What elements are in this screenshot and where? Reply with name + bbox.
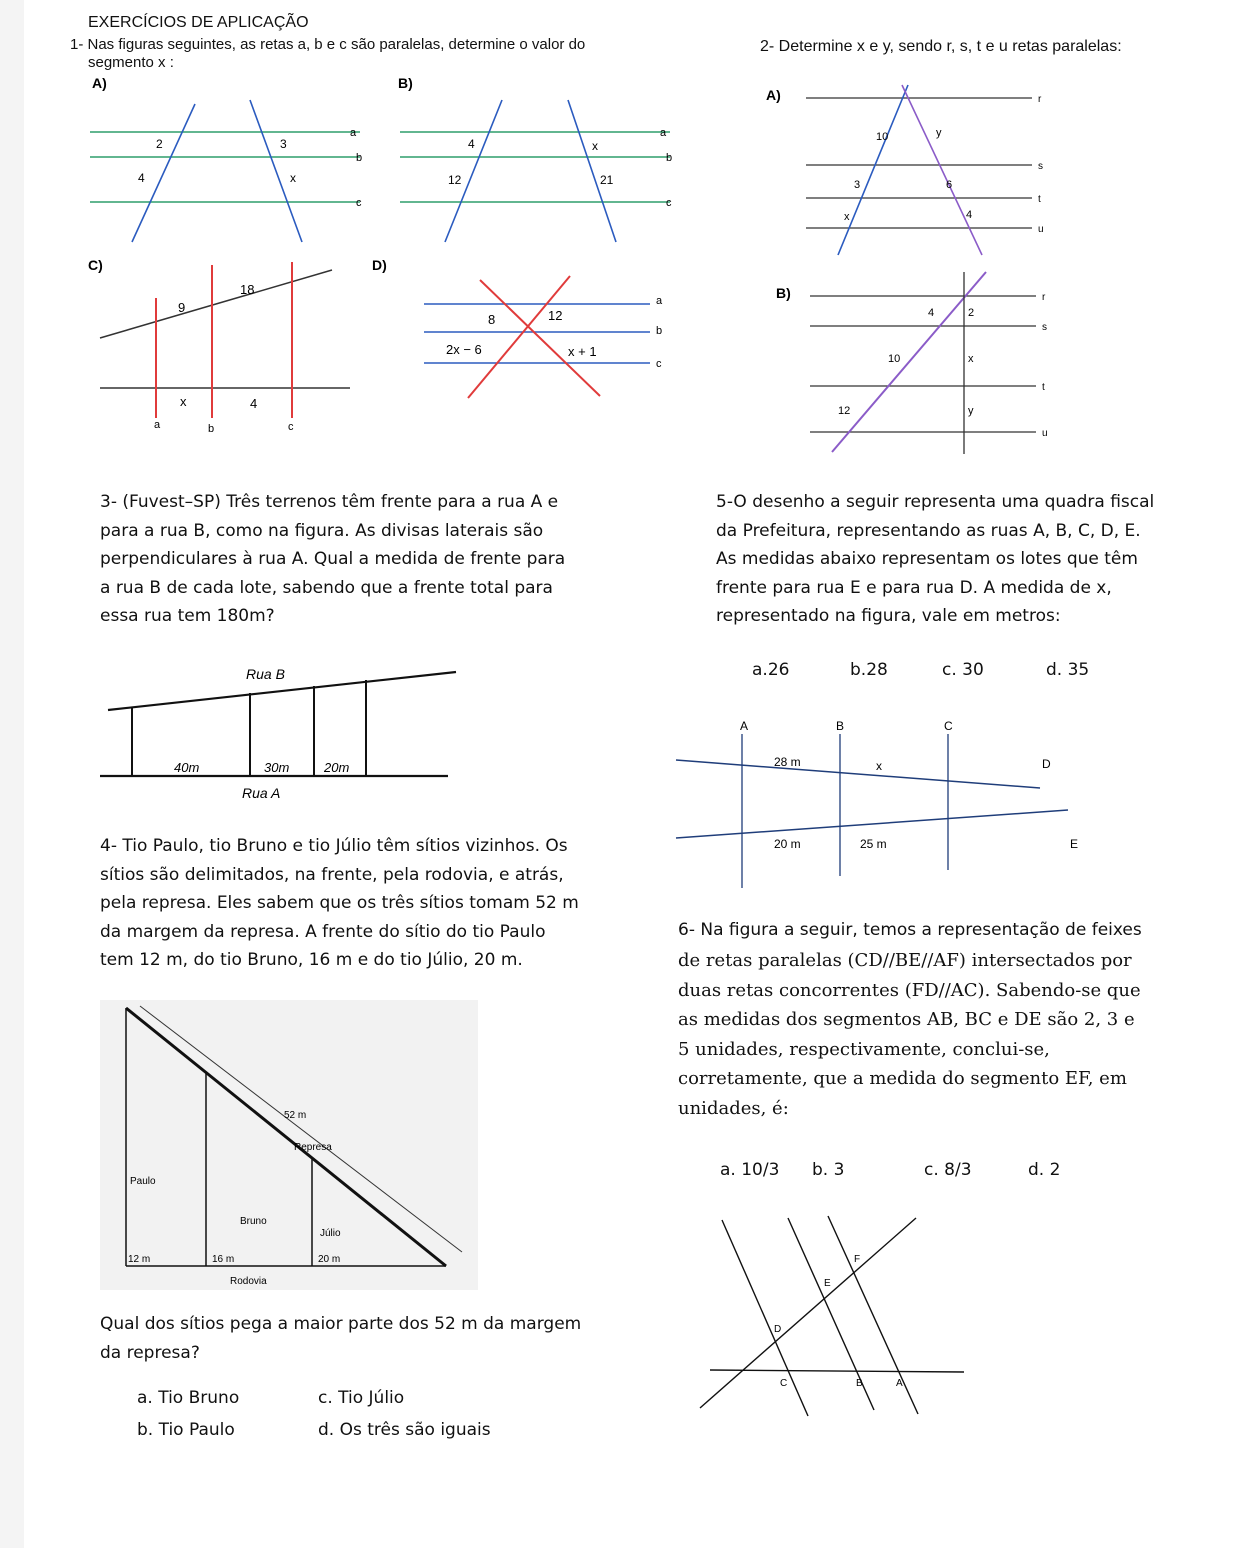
figC-value-4: 4 <box>250 396 258 411</box>
q4-figure <box>100 1000 478 1290</box>
q6-option-b[interactable]: b. 3 <box>812 1160 845 1180</box>
q5-option-c[interactable]: c. 30 <box>942 660 984 680</box>
rua-a-label: Rua A <box>242 785 281 801</box>
svg-text:Paulo: Paulo <box>130 1176 156 1187</box>
q2-figA-diagram <box>806 85 1044 255</box>
figD-value-x+1: x + 1 <box>568 344 597 359</box>
svg-text:3: 3 <box>854 179 861 191</box>
svg-text:20 m: 20 m <box>318 1254 341 1265</box>
svg-text:u: u <box>1038 224 1044 235</box>
q1-figB-label: B) <box>398 75 413 91</box>
q4-statement: 4- Tio Paulo, tio Bruno e tio Júlio têm sítios vizinhos. Os sítios são delimitados, na frente, pela rodovia, e atrás, pela represa. Eles sabem que os três sítios tomam 52 m da margem da represa. A frente do sítio do tio Paulo tem 12 m, do tio Bruno, 16 m e do tio Júlio, 20 m. <box>100 836 579 970</box>
q6-statement: 6- Na figura a seguir, temos a representação de feixes <box>678 920 1142 940</box>
svg-text:28 m: 28 m <box>774 755 801 769</box>
svg-text:A: A <box>896 1378 903 1389</box>
svg-text:4: 4 <box>928 307 935 319</box>
svg-text:a: a <box>154 419 161 431</box>
q1-figB-diagram <box>400 100 672 242</box>
figC-value-x: x <box>180 394 187 409</box>
svg-text:r: r <box>1038 94 1042 105</box>
q5-option-a[interactable]: a.26 <box>752 660 790 680</box>
svg-text:D: D <box>1042 757 1051 771</box>
svg-text:52 m: 52 m <box>284 1110 307 1121</box>
svg-text:s: s <box>1042 322 1047 333</box>
svg-text:E: E <box>1070 837 1079 851</box>
figA-value-x: x <box>290 171 296 185</box>
q3-statement: 3- (Fuvest–SP) Três terrenos têm frente para a rua A e para a rua B, como na figura. As divisas laterais são perpendiculares à rua A. Qual a medida de frente para a rua B de cada lote, sabendo que a frente total para essa rua tem 180m? <box>100 492 566 626</box>
svg-text:12 m: 12 m <box>128 1254 151 1265</box>
svg-text:E: E <box>824 1278 831 1289</box>
svg-text:x: x <box>968 353 974 365</box>
svg-text:b: b <box>666 152 673 164</box>
svg-text:40m: 40m <box>174 760 200 775</box>
svg-text:20m: 20m <box>324 760 350 775</box>
svg-text:y: y <box>936 127 942 139</box>
q2-figures <box>760 80 1060 460</box>
figA-value-4: 4 <box>138 171 145 185</box>
q1-figD-diagram <box>424 276 663 398</box>
svg-text:12: 12 <box>838 405 851 417</box>
svg-text:Bruno: Bruno <box>240 1216 267 1227</box>
q1-figA-diagram <box>90 100 362 242</box>
q4-option-d[interactable]: d. Os três são iguais <box>318 1420 491 1440</box>
svg-text:C: C <box>944 719 953 733</box>
svg-text:r: r <box>1042 292 1046 303</box>
q2-figA-label: A) <box>766 87 781 103</box>
q2-figB-diagram <box>810 272 1048 454</box>
figC-value-18: 18 <box>240 282 255 297</box>
q1-figures <box>60 70 720 440</box>
svg-text:10: 10 <box>888 353 901 365</box>
figA-label-b: b <box>356 152 363 164</box>
q1-statement-line2: segmento x : <box>88 54 174 71</box>
q1-figC-label: C) <box>88 257 103 273</box>
figA-label-c: c <box>356 197 362 209</box>
svg-text:10: 10 <box>876 131 889 143</box>
svg-text:A: A <box>740 719 749 733</box>
svg-text:a: a <box>660 127 667 139</box>
q4-option-a[interactable]: a. Tio Bruno <box>137 1388 240 1408</box>
svg-text:t: t <box>1042 382 1045 393</box>
svg-text:B: B <box>856 1378 863 1389</box>
q6-option-c[interactable]: c. 8/3 <box>924 1160 972 1180</box>
q1-statement-line1: 1- Nas figuras seguintes, as retas a, b e c são paralelas, determine o valor do <box>70 36 586 53</box>
svg-text:Júlio: Júlio <box>320 1228 341 1239</box>
svg-text:x: x <box>876 759 882 773</box>
q6-statement-cont: de retas paralelas (CD//BE//AF) intersectados por duas retas concorrentes (FD//AC). Sabendo-se que as medidas dos segmentos AB, BC e DE são 2, 3 e 5 unidades, respectivamente, conclui-se, corretamente, que a medida do segmento EF, em unidades, é: <box>678 950 1141 1119</box>
q6-figure <box>690 1210 970 1420</box>
svg-text:20 m: 20 m <box>774 837 801 851</box>
q6-option-a[interactable]: a. 10/3 <box>720 1160 780 1180</box>
svg-text:16 m: 16 m <box>212 1254 235 1265</box>
q1-figC-diagram <box>100 262 350 435</box>
svg-text:a: a <box>656 295 663 307</box>
figD-value-8: 8 <box>488 312 496 327</box>
rua-b-label: Rua B <box>246 666 285 682</box>
figB-value-4: 4 <box>468 137 475 151</box>
q2-statement: 2- Determine x e y, sendo r, s, t e u retas paralelas: <box>760 38 1122 55</box>
svg-text:C: C <box>780 1378 788 1389</box>
svg-text:B: B <box>836 719 845 733</box>
figD-value-2x-6: 2x − 6 <box>446 342 482 357</box>
svg-text:b: b <box>208 423 215 435</box>
svg-text:2: 2 <box>968 307 975 319</box>
q1-figD-label: D) <box>372 257 387 273</box>
figD-value-12: 12 <box>548 308 563 323</box>
svg-text:F: F <box>854 1254 861 1265</box>
svg-text:c: c <box>656 358 662 370</box>
svg-text:Rodovia: Rodovia <box>230 1276 267 1287</box>
q5-option-d[interactable]: d. 35 <box>1046 660 1090 680</box>
svg-text:x: x <box>844 211 850 223</box>
q2-figB-label: B) <box>776 285 791 301</box>
figB-value-x: x <box>592 139 598 153</box>
svg-text:u: u <box>1042 428 1048 439</box>
page-margin-strip <box>0 0 24 1548</box>
svg-text:6: 6 <box>946 179 953 191</box>
svg-text:c: c <box>666 197 672 209</box>
q3-figure <box>96 660 466 810</box>
figB-value-12: 12 <box>448 173 462 187</box>
svg-text:c: c <box>288 421 294 433</box>
q6-option-d[interactable]: d. 2 <box>1028 1160 1061 1180</box>
figA-value-3: 3 <box>280 137 287 151</box>
q4-option-c[interactable]: c. Tio Júlio <box>318 1388 405 1408</box>
q5-option-b[interactable]: b.28 <box>850 660 888 680</box>
figB-value-21: 21 <box>600 173 614 187</box>
svg-text:4: 4 <box>966 209 973 221</box>
svg-text:25 m: 25 m <box>860 837 887 851</box>
q4-option-b[interactable]: b. Tio Paulo <box>137 1420 235 1440</box>
svg-text:b: b <box>656 325 663 337</box>
figA-value-2: 2 <box>156 137 163 151</box>
svg-text:D: D <box>774 1324 782 1335</box>
q1-figA-label: A) <box>92 75 107 91</box>
page-title: EXERCÍCIOS DE APLICAÇÃO <box>88 14 309 31</box>
figC-value-9: 9 <box>178 300 186 315</box>
svg-text:Represa: Represa <box>294 1142 332 1153</box>
svg-text:30m: 30m <box>264 760 290 775</box>
q4-question: Qual dos sítios pega a maior parte dos 52 m da margem da represa? <box>100 1314 582 1363</box>
svg-text:y: y <box>968 405 974 417</box>
svg-text:t: t <box>1038 194 1041 205</box>
q5-figure <box>676 712 1079 892</box>
q5-statement: 5-O desenho a seguir representa uma quadra fiscal da Prefeitura, representando as ruas A, B, C, D, E. As medidas abaixo representam os lotes que têm frente para rua E e para rua D. A medida de x, representado na figura, vale em metros: <box>716 492 1155 626</box>
svg-text:s: s <box>1038 161 1043 172</box>
figA-label-a: a <box>350 127 357 139</box>
